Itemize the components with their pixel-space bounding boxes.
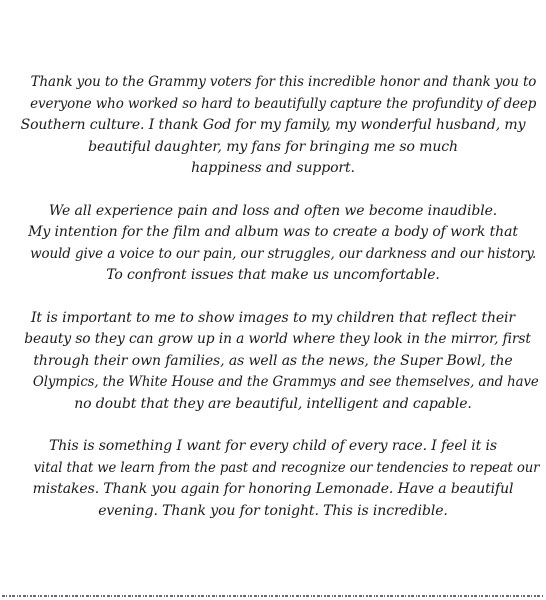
watermark-mark	[9, 595, 11, 597]
watermark-mark	[23, 595, 26, 597]
watermark-mark	[164, 595, 165, 597]
watermark-mark	[311, 595, 312, 597]
watermark-mark	[429, 595, 431, 597]
watermark-mark	[180, 595, 183, 597]
watermark-mark	[418, 595, 420, 597]
watermark-mark	[38, 595, 39, 597]
watermark-mark	[75, 595, 78, 597]
watermark-mark	[138, 595, 141, 597]
watermark-mark	[439, 595, 441, 597]
watermark-mark	[185, 595, 186, 597]
paragraph-4	[20, 436, 540, 522]
watermark-mark	[153, 595, 154, 597]
text-line: through their own families, as well as the news, the Super Bowl, the	[33, 352, 513, 369]
watermark-mark	[72, 595, 74, 597]
watermark-mark	[395, 595, 396, 597]
watermark-mark	[174, 595, 175, 597]
watermark-mark	[495, 595, 498, 597]
watermark-mark	[348, 595, 351, 597]
watermark-mark	[422, 595, 425, 597]
watermark-mark	[128, 595, 131, 597]
watermark-mark	[248, 595, 249, 597]
watermark-mark	[159, 595, 162, 597]
watermark-mark	[411, 595, 414, 597]
watermark-mark	[531, 595, 532, 597]
text-line: Thank you to the Grammy voters for this incredible honor and thank you to	[30, 74, 537, 90]
watermark-mark	[464, 595, 467, 597]
text-line: Southern culture. I thank God for my family, my wonderful husband, my	[20, 117, 526, 133]
paragraph-1	[20, 72, 537, 180]
watermark-mark	[285, 595, 288, 597]
watermark-mark	[321, 595, 322, 597]
watermark-mark	[80, 595, 81, 597]
watermark-mark	[187, 595, 189, 597]
watermark-mark	[216, 595, 217, 597]
watermark-mark	[426, 595, 427, 597]
watermark-mark	[450, 595, 452, 597]
watermark-mark	[342, 595, 343, 597]
watermark-mark	[17, 595, 18, 597]
watermark-mark	[390, 595, 393, 597]
watermark-mark	[275, 595, 278, 597]
watermark-mark	[269, 595, 270, 597]
watermark-mark	[296, 595, 299, 597]
watermark-mark	[124, 595, 126, 597]
watermark-mark	[227, 595, 228, 597]
watermark-mark	[208, 595, 210, 597]
watermark-mark	[240, 595, 242, 597]
watermark-mark	[101, 595, 102, 597]
watermark-mark	[408, 595, 410, 597]
watermark-mark	[177, 595, 179, 597]
watermark-mark	[534, 595, 536, 597]
watermark-mark	[416, 595, 417, 597]
watermark-mark	[317, 595, 320, 597]
watermark-mark	[334, 595, 336, 597]
watermark-mark	[327, 595, 330, 597]
watermark-mark	[516, 595, 519, 597]
watermark-mark	[468, 595, 469, 597]
watermark-mark	[513, 595, 515, 597]
watermark-mark	[143, 595, 144, 597]
watermark-mark	[506, 595, 509, 597]
watermark-mark	[258, 595, 259, 597]
watermark-mark	[355, 595, 357, 597]
watermark-mark	[237, 595, 238, 597]
watermark-mark	[65, 595, 68, 597]
watermark-mark	[170, 595, 173, 597]
watermark-mark	[460, 595, 462, 597]
watermark-mark	[353, 595, 354, 597]
text-line: happiness and support.	[191, 160, 355, 176]
watermark-mark	[492, 595, 494, 597]
text-line: Olympics, the White House and the Grammys and see themselves, and have	[32, 374, 539, 390]
watermark-mark	[201, 595, 204, 597]
watermark-mark	[219, 595, 221, 597]
watermark-mark	[397, 595, 399, 597]
watermark-mark	[51, 595, 53, 597]
watermark-mark	[303, 595, 305, 597]
watermark-mark	[443, 595, 446, 597]
watermark-texture	[0, 592, 546, 600]
watermark-mark	[458, 595, 459, 597]
watermark-mark	[198, 595, 200, 597]
watermark-mark	[48, 595, 49, 597]
watermark-mark	[521, 595, 522, 597]
watermark-mark	[279, 595, 280, 597]
watermark-mark	[453, 595, 456, 597]
watermark-mark	[111, 595, 112, 597]
watermark-mark	[359, 595, 362, 597]
text-line: beautiful daughter, my fans for bringing me so much	[88, 138, 458, 155]
watermark-mark	[345, 595, 347, 597]
watermark-mark	[132, 595, 133, 597]
watermark-mark	[369, 595, 372, 597]
watermark-mark	[86, 595, 89, 597]
watermark-mark	[90, 595, 91, 597]
watermark-mark	[500, 595, 501, 597]
watermark-mark	[502, 595, 504, 597]
watermark-mark	[59, 595, 60, 597]
watermark-mark	[261, 595, 263, 597]
text-line: vital that we learn from the past and recognize our tendencies to repeat our	[33, 459, 540, 476]
text-line: would give a voice to our pain, our struggles, our darkness and our history.	[30, 245, 537, 262]
watermark-mark	[122, 595, 123, 597]
watermark-mark	[324, 595, 326, 597]
watermark-strip	[0, 592, 546, 600]
watermark-mark	[485, 595, 488, 597]
watermark-mark	[12, 595, 15, 597]
watermark-mark	[195, 595, 196, 597]
watermark-mark	[537, 595, 540, 597]
text-line: To confront issues that make us uncomfortable.	[106, 267, 440, 283]
watermark-mark	[542, 595, 543, 597]
text-line: My intention for the film and album was to create a body of work that	[28, 224, 518, 240]
watermark-mark	[166, 595, 168, 597]
watermark-mark	[149, 595, 152, 597]
watermark-mark	[437, 595, 438, 597]
watermark-mark	[387, 595, 389, 597]
watermark-mark	[135, 595, 137, 597]
watermark-mark	[363, 595, 364, 597]
text-line: everyone who worked so hard to beautifully capture the profundity of deep	[30, 95, 537, 112]
watermark-mark	[366, 595, 368, 597]
watermark-mark	[527, 595, 530, 597]
watermark-mark	[222, 595, 225, 597]
watermark-mark	[471, 595, 473, 597]
watermark-mark	[292, 595, 294, 597]
watermark-mark	[27, 595, 28, 597]
watermark-mark	[61, 595, 63, 597]
watermark-mark	[250, 595, 252, 597]
watermark-mark	[479, 595, 480, 597]
watermark-mark	[306, 595, 309, 597]
watermark-mark	[191, 595, 194, 597]
speech-text	[20, 72, 540, 522]
text-line: We all experience pain and loss and often we become inaudible.	[48, 202, 498, 219]
watermark-mark	[332, 595, 333, 597]
watermark-mark	[82, 595, 84, 597]
watermark-mark	[300, 595, 301, 597]
text-line: beauty so they can grow up in a world where they look in the mirror, first	[24, 331, 531, 347]
watermark-mark	[338, 595, 341, 597]
watermark-mark	[481, 595, 483, 597]
watermark-mark	[19, 595, 21, 597]
watermark-mark	[271, 595, 273, 597]
watermark-mark	[40, 595, 42, 597]
watermark-mark	[93, 595, 95, 597]
text-line: evening. Thank you for tonight. This is incredible.	[98, 502, 448, 519]
watermark-mark	[229, 595, 231, 597]
paragraph-2	[20, 201, 537, 287]
watermark-mark	[233, 595, 236, 597]
watermark-mark	[313, 595, 315, 597]
watermark-mark	[401, 595, 404, 597]
watermark-mark	[30, 595, 32, 597]
watermark-mark	[474, 595, 477, 597]
text-line: no doubt that they are beautiful, intelligent and capable.	[74, 395, 472, 412]
watermark-mark	[206, 595, 207, 597]
watermark-mark	[510, 595, 511, 597]
watermark-mark	[447, 595, 448, 597]
watermark-mark	[290, 595, 291, 597]
watermark-mark	[523, 595, 525, 597]
watermark-mark	[117, 595, 120, 597]
watermark-mark	[114, 595, 116, 597]
watermark-mark	[374, 595, 375, 597]
watermark-mark	[380, 595, 383, 597]
watermark-mark	[96, 595, 99, 597]
watermark-mark	[243, 595, 246, 597]
watermark-mark	[405, 595, 406, 597]
watermark-mark	[384, 595, 385, 597]
watermark-mark	[489, 595, 490, 597]
watermark-mark	[156, 595, 158, 597]
text-line: This is something I want for every child of every race. I feel it is	[49, 438, 497, 454]
watermark-mark	[6, 595, 7, 597]
watermark-mark	[432, 595, 435, 597]
watermark-mark	[145, 595, 147, 597]
watermark-mark	[33, 595, 36, 597]
watermark-mark	[254, 595, 257, 597]
watermark-mark	[107, 595, 110, 597]
watermark-mark	[44, 595, 47, 597]
watermark-mark	[69, 595, 70, 597]
paragraph-3	[20, 308, 539, 416]
text-line: mistakes. Thank you again for honoring Lemonade. Have a beautiful	[32, 481, 514, 497]
watermark-mark	[264, 595, 267, 597]
watermark-mark	[54, 595, 57, 597]
watermark-mark	[376, 595, 378, 597]
watermark-mark	[2, 595, 5, 597]
text-line: It is important to me to show images to my children that reflect their	[30, 309, 516, 326]
watermark-mark	[212, 595, 215, 597]
watermark-mark	[282, 595, 284, 597]
watermark-mark	[103, 595, 105, 597]
